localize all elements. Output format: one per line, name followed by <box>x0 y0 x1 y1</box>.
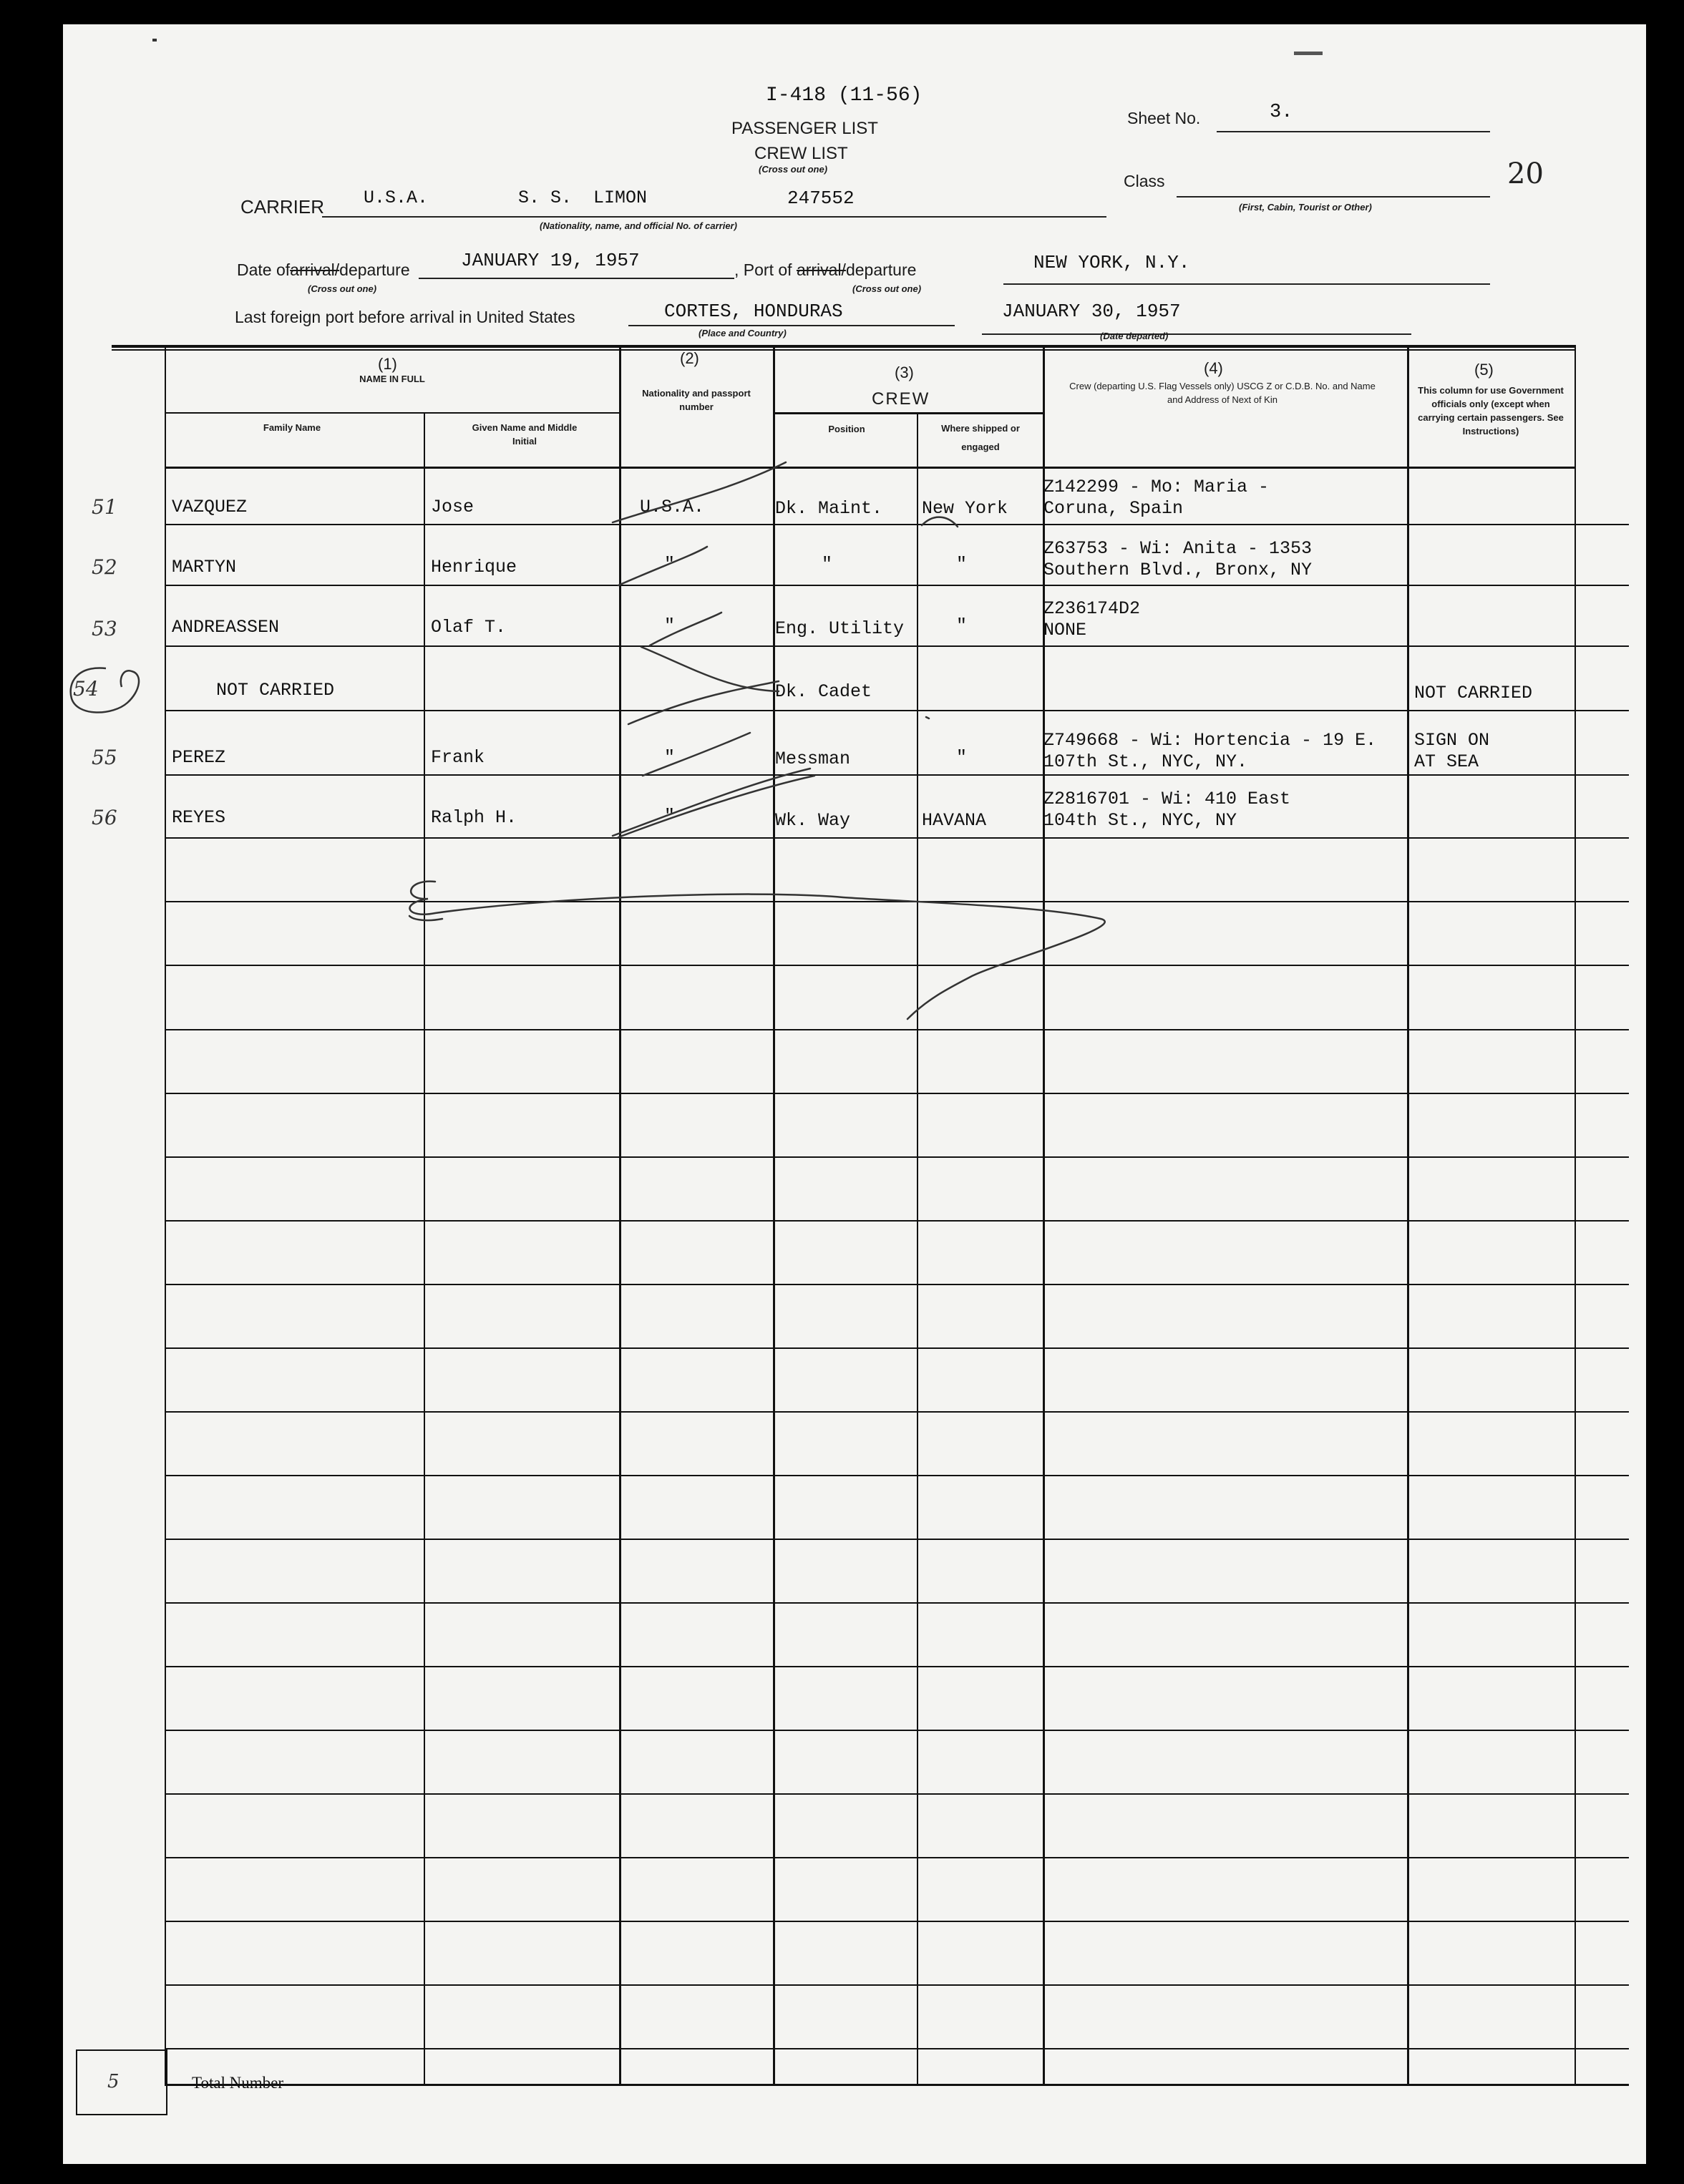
handwritten-flourish <box>385 869 1172 1055</box>
position-cell: Dk. Cadet <box>775 681 872 702</box>
col4-title: Crew (departing U.S. Flag Vessels only) USCG Z or C.D.B. No. and Name and Address of Next of Kin <box>1069 381 1376 405</box>
last-port-place-note: (Place and Country) <box>699 328 787 338</box>
shipped-cell: " <box>956 615 968 636</box>
row-number: 56 <box>92 806 117 829</box>
cross-out-note: (Cross out one) <box>759 164 828 175</box>
form-number: I-418 (11-56) <box>766 84 923 107</box>
last-port-date-note: (Date departed) <box>1100 331 1169 341</box>
position-header: Position <box>828 424 865 434</box>
crew-list-title: CREW LIST <box>754 144 848 163</box>
nationality-cell: " <box>664 747 676 768</box>
given-name-cell: Olaf T. <box>431 617 507 638</box>
total-number-label: Total Number <box>192 2074 284 2092</box>
kin-line1-cell: Z236174D2 <box>1043 598 1141 619</box>
last-port-place: CORTES, HONDURAS <box>664 301 843 322</box>
col3-number: (3) <box>895 364 914 381</box>
departure-port: NEW YORK, N.Y. <box>1033 252 1190 273</box>
row-number: 51 <box>92 495 117 519</box>
col1-title: NAME IN FULL <box>359 374 425 384</box>
given-name-cell: Henrique <box>431 557 517 577</box>
given-name-header: Given Name and Middle Initial <box>472 422 578 447</box>
gov-use-cell-line2: AT SEA <box>1414 751 1479 772</box>
carrier-vessel: S. S. LIMON <box>518 187 648 208</box>
class-label: Class <box>1124 172 1165 190</box>
crew-header: CREW <box>872 389 930 409</box>
carrier-nationality: U.S.A. <box>364 187 429 208</box>
kin-line2-cell: Southern Blvd., Bronx, NY <box>1043 560 1313 580</box>
nationality-cell: " <box>664 554 676 575</box>
family-name-header: Family Name <box>263 422 321 433</box>
row-number: 55 <box>92 746 117 769</box>
kin-line1-cell: Z2816701 - Wi: 410 East <box>1043 789 1291 809</box>
total-number-box <box>76 2049 167 2115</box>
port-note: (Cross out one) <box>852 283 922 294</box>
carrier-note: (Nationality, name, and official No. of carrier) <box>540 220 737 231</box>
row-number: 54 <box>73 677 99 701</box>
last-port-date: JANUARY 30, 1957 <box>1002 301 1181 322</box>
shipped-cell: HAVANA <box>922 810 987 831</box>
position-cell: Messman <box>775 749 851 769</box>
family-name-cell: REYES <box>172 807 226 828</box>
kin-line2-cell: 104th St., NYC, NY <box>1043 810 1237 831</box>
kin-line1-cell: Z749668 - Wi: Hortencia - 19 E. <box>1043 730 1377 751</box>
kin-line2-cell: 107th St., NYC, NY. <box>1043 751 1248 772</box>
family-name-cell: PEREZ <box>172 747 226 768</box>
shipped-cell: " <box>956 747 968 768</box>
row-number: 52 <box>92 555 117 579</box>
date-note: (Cross out one) <box>308 283 377 294</box>
departure-date: JANUARY 19, 1957 <box>461 250 640 271</box>
given-name-cell: Frank <box>431 747 485 768</box>
col5-number: (5) <box>1474 361 1494 379</box>
position-cell: Eng. Utility <box>775 618 905 639</box>
col1-number: (1) <box>378 355 397 373</box>
kin-line2-cell: NONE <box>1043 620 1087 640</box>
kin-line1-cell: Z63753 - Wi: Anita - 1353 <box>1043 538 1313 559</box>
last-port-label: Last foreign port before arrival in United States <box>235 308 575 326</box>
nationality-cell: U.S.A. <box>640 497 705 517</box>
passenger-list-title: PASSENGER LIST <box>731 119 878 138</box>
position-cell: Wk. Way <box>775 810 851 831</box>
given-name-cell: Jose <box>431 497 474 517</box>
position-cell: " <box>822 554 833 575</box>
col5-title: This column for use Government officials only (except when carrying certain passengers. See Instructions) <box>1418 385 1564 437</box>
kin-line1-cell: Z142299 - Mo: Maria - <box>1043 477 1270 497</box>
family-name-cell: MARTYN <box>172 557 237 577</box>
gov-use-cell: NOT CARRIED <box>1414 683 1533 703</box>
nationality-cell: " <box>664 806 676 827</box>
total-number-value: 5 <box>107 2071 120 2092</box>
row-number: 53 <box>92 617 117 640</box>
shipped-cell: New York <box>922 498 1008 519</box>
gov-use-cell: SIGN ON <box>1414 730 1490 751</box>
family-name-cell: VAZQUEZ <box>172 497 248 517</box>
col2-number: (2) <box>680 349 699 367</box>
date-label: Date ofarrival/departure <box>237 260 410 279</box>
port-label: , Port of arrival/departure <box>734 260 917 279</box>
carrier-label: CARRIER <box>240 196 325 218</box>
col4-number: (4) <box>1204 359 1223 377</box>
nationality-cell: " <box>664 615 676 636</box>
family-name-cell: NOT CARRIED <box>216 680 335 701</box>
kin-line2-cell: Coruna, Spain <box>1043 498 1184 519</box>
carrier-official-no: 247552 <box>787 187 855 209</box>
sheet-label: Sheet No. <box>1127 109 1201 127</box>
given-name-cell: Ralph H. <box>431 807 517 828</box>
page-number: 20 <box>1507 157 1544 190</box>
shipped-header: Where shipped or engaged <box>941 423 1020 452</box>
col2-title: Nationality and passport number <box>642 388 751 412</box>
family-name-cell: ANDREASSEN <box>172 617 280 638</box>
sheet-number: 3. <box>1270 102 1293 123</box>
class-note: (First, Cabin, Tourist or Other) <box>1239 202 1372 213</box>
position-cell: Dk. Maint. <box>775 498 883 519</box>
shipped-cell: " <box>956 554 968 575</box>
document-page <box>63 24 1646 2164</box>
